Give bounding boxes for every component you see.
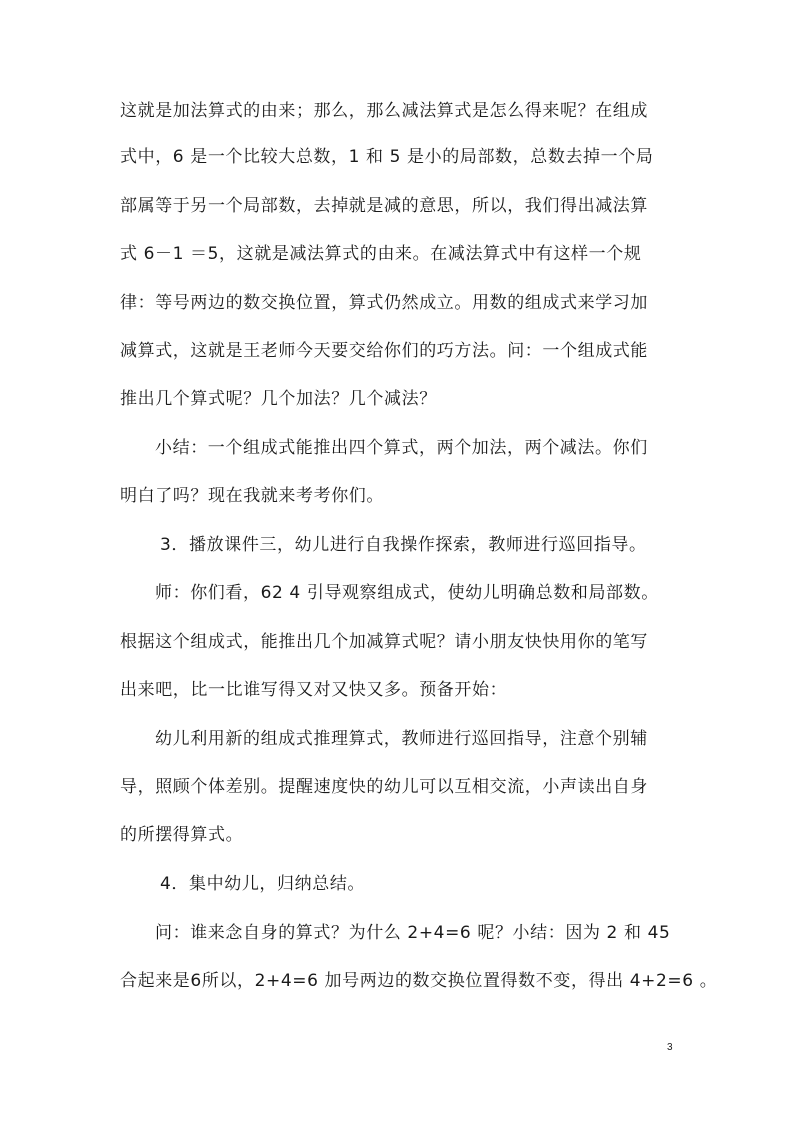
page-number: 3: [667, 1042, 673, 1053]
text-line-6: 减算式，这就是王老师今天要交给你们的巧方法。问：一个组成式能: [120, 341, 648, 361]
text-line-4: 式 6－1 ＝5，这就是减法算式的由来。在减法算式中有这样一个规: [120, 244, 642, 264]
text-line-11: 师：你们看，62 4 引导观察组成式，使幼儿明确总数和局部数。: [155, 583, 659, 603]
text-line-19: 合起来是6所以，2+4=6 加号两边的数交换位置得数不变，得出 4+2=6 。: [120, 971, 718, 991]
text-line-5: 律：等号两边的数交换位置，算式仍然成立。用数的组成式来学习加: [120, 293, 648, 313]
text-line-1: 这就是加法算式的由来；那么，那么减法算式是怎么得来呢？在组成: [120, 101, 648, 121]
text-line-15: 导，照顾个体差别。提醒速度快的幼儿可以互相交流，小声读出自身: [120, 777, 648, 797]
text-line-8: 小结：一个组成式能推出四个算式，两个加法，两个减法。你们: [155, 438, 648, 458]
text-line-9: 明白了吗？现在我就来考考你们。: [120, 486, 384, 506]
text-line-10: 3．播放课件三，幼儿进行自我操作探索，教师进行巡回指导。: [160, 535, 647, 555]
text-line-18: 问：谁来念自身的算式？为什么 2+4=6 呢？小结：因为 2 和 45: [155, 923, 671, 943]
text-line-12: 根据这个组成式，能推出几个加减算式呢？请小朋友快快用你的笔写: [120, 632, 648, 652]
text-line-13: 出来吧，比一比谁写得又对又快又多。预备开始：: [120, 680, 508, 700]
text-line-14: 幼儿利用新的组成式推理算式，教师进行巡回指导，注意个别辅: [155, 729, 648, 749]
text-line-2: 式中，6 是一个比较大总数，1 和 5 是小的局部数，总数去掉一个局: [120, 147, 654, 167]
text-line-16: 的所摆得算式。: [120, 825, 244, 845]
text-line-3: 部属等于另一个局部数，去掉就是减的意思，所以，我们得出减法算: [120, 196, 648, 216]
text-line-17: 4．集中幼儿，归纳总结。: [160, 874, 366, 894]
text-line-7: 推出几个算式呢？几个加法？几个减法？: [120, 389, 437, 409]
